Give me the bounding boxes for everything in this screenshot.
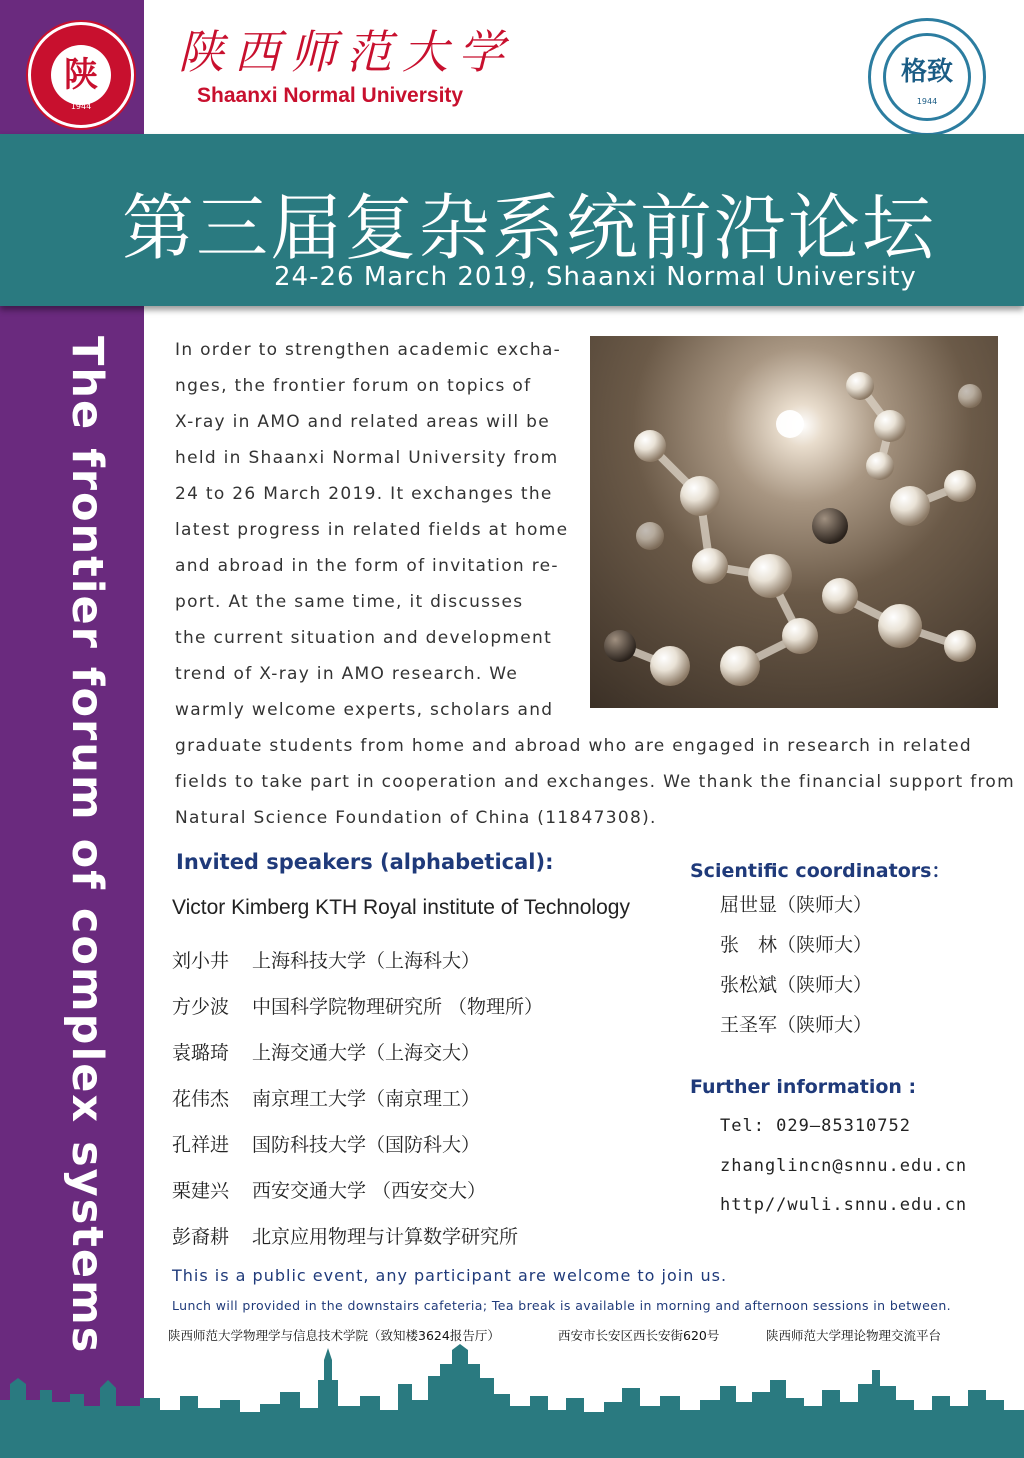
intro-line: 24 to 26 March 2019. It exchanges the xyxy=(175,484,553,504)
speaker-row xyxy=(172,1222,518,1249)
title-banner xyxy=(0,134,1024,306)
further-info-heading: Further information : xyxy=(690,1076,917,1098)
speaker-row xyxy=(172,1038,480,1065)
intro-line: Natural Science Foundation of China (11847308). xyxy=(175,808,657,828)
forum-title-cn: 第三届复杂系统前沿论坛 xyxy=(122,186,937,270)
seal-character: 陕 xyxy=(51,45,111,105)
speaker-name: 袁璐琦 xyxy=(172,1042,230,1064)
intro-line: the current situation and development xyxy=(175,628,553,648)
speaker-name: 栗建兴 xyxy=(172,1180,230,1202)
speaker-row xyxy=(172,1084,480,1111)
speaker-row xyxy=(172,992,543,1019)
seal-year: 1944 xyxy=(70,102,92,111)
contact-tel: Tel: 029—85310752 xyxy=(720,1116,911,1136)
footer-venue: 陕西师范大学物理学与信息技术学院（致知楼3624报告厅） xyxy=(168,1328,500,1343)
intro-line: trend of X-ray in AMO research. We xyxy=(175,664,519,684)
intro-line: graduate students from home and abroad who are engaged in research in related xyxy=(175,736,972,756)
footer-address: 西安市长安区西长安街620号 xyxy=(558,1328,720,1343)
speaker-affiliation: 南京理工大学（南京理工） xyxy=(252,1088,481,1110)
school-physics-logo xyxy=(868,18,986,136)
speaker-row xyxy=(172,1130,480,1157)
intro-line: latest progress in related fields at home xyxy=(175,520,569,540)
intro-line: warmly welcome experts, scholars and xyxy=(175,700,554,720)
molecule-illustration xyxy=(590,336,998,708)
snnu-seal-logo xyxy=(28,22,134,128)
contact-email[interactable]: zhanglincn@snnu.edu.cn xyxy=(720,1156,968,1176)
intro-line: nges, the frontier forum on topics of xyxy=(175,376,532,396)
speaker-first: Victor Kimberg KTH Royal institute of Technology xyxy=(172,896,630,919)
logo-characters: 格致 xyxy=(900,57,953,87)
speaker-affiliation: 上海交通大学（上海交大） xyxy=(252,1042,481,1064)
lunch-note: Lunch will provided in the downstairs cafeteria; Tea break is available in morning and afternoon sessions in between. xyxy=(172,1298,952,1313)
coordinator-item: 屈世显（陕师大） xyxy=(720,894,873,916)
vertical-forum-title: The frontier forum of complex systems xyxy=(62,336,112,1355)
speakers-heading: Invited speakers (alphabetical): xyxy=(176,850,554,874)
speaker-affiliation: 西安交通大学 （西安交大） xyxy=(252,1180,487,1202)
speaker-name: 方少波 xyxy=(172,996,230,1018)
intro-line: In order to strengthen academic excha- xyxy=(175,340,562,360)
intro-line: fields to take part in cooperation and exchanges. We thank the financial support from xyxy=(175,772,1015,792)
contact-url[interactable]: http//wuli.snnu.edu.cn xyxy=(720,1195,968,1215)
logo-year: 1944 xyxy=(916,97,938,106)
speaker-affiliation: 中国科学院物理研究所 （物理所） xyxy=(252,996,544,1018)
speaker-affiliation: 上海科技大学（上海科大） xyxy=(252,950,481,972)
university-name-en: Shaanxi Normal University xyxy=(197,84,464,107)
molecule-image xyxy=(590,336,998,708)
speaker-name: 彭裔耕 xyxy=(172,1226,230,1248)
coordinator-item: 张 林（陕师大） xyxy=(720,934,873,956)
public-event-note: This is a public event, any participant are welcome to join us. xyxy=(172,1266,728,1285)
speaker-row xyxy=(172,946,480,973)
speaker-name: 花伟杰 xyxy=(172,1088,230,1110)
speaker-name: 孔祥进 xyxy=(172,1134,230,1156)
city-skyline xyxy=(0,1340,1024,1458)
speaker-affiliation: 国防科技大学（国防科大） xyxy=(252,1134,481,1156)
speaker-affiliation: 北京应用物理与计算数学研究所 xyxy=(252,1226,519,1248)
university-name-cn: 陕西师范大学 xyxy=(178,25,514,79)
coordinator-item: 张松斌（陕师大） xyxy=(720,974,873,996)
intro-line: and abroad in the form of invitation re- xyxy=(175,556,559,576)
intro-line: port. At the same time, it discusses xyxy=(175,592,524,612)
intro-line: X-ray in AMO and related areas will be xyxy=(175,412,551,432)
coordinators-heading: Scientific coordinators： xyxy=(690,860,951,882)
intro-line: held in Shaanxi Normal University from xyxy=(175,448,559,468)
coordinator-item: 王圣军（陕师大） xyxy=(720,1014,873,1036)
forum-date-location: 24-26 March 2019, Shaanxi Normal University xyxy=(274,262,917,292)
speaker-name: 刘小井 xyxy=(172,950,230,972)
speaker-row xyxy=(172,1176,486,1203)
footer-platform: 陕西师范大学理论物理交流平台 xyxy=(766,1328,942,1343)
